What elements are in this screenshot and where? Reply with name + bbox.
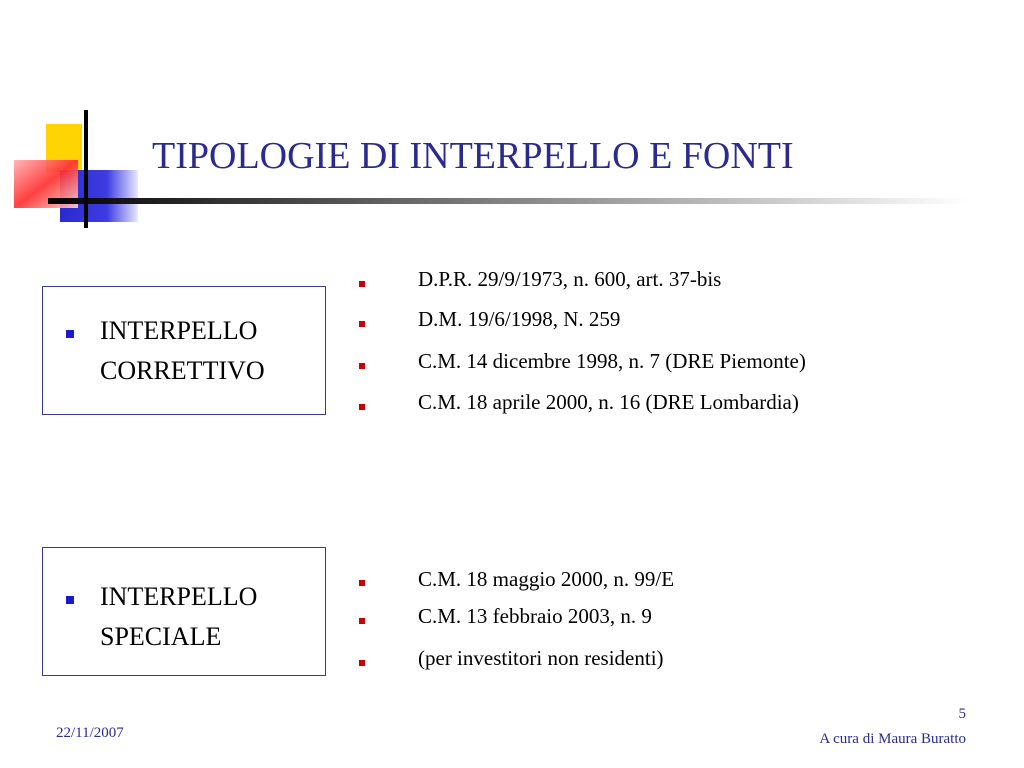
ref-bullet <box>359 404 365 410</box>
footer-page-number: 5 <box>958 706 966 722</box>
slide-title: TIPOLOGIE DI INTERPELLO E FONTI <box>152 135 794 177</box>
title-underline <box>48 198 968 204</box>
ref-item: C.M. 18 maggio 2000, n. 99/E <box>418 567 675 591</box>
ref-item: C.M. 18 aprile 2000, n. 16 (DRE Lombardia) <box>418 390 799 414</box>
ref-bullet <box>359 321 365 327</box>
ref-item: (per investitori non residenti) <box>418 646 664 670</box>
ref-bullet <box>359 660 365 666</box>
ref-item: C.M. 13 febbraio 2003, n. 9 <box>418 604 652 628</box>
section-box-speciale <box>42 547 326 676</box>
ref-item: C.M. 14 dicembre 1998, n. 7 (DRE Piemonte) <box>418 349 806 373</box>
box-text-line-2: CORRETTIVO <box>100 356 265 385</box>
ref-item: D.P.R. 29/9/1973, n. 600, art. 37-bis <box>418 267 722 291</box>
vertical-line <box>84 110 88 228</box>
box-bullet <box>66 596 74 604</box>
footer-date: 22/11/2007 <box>56 725 124 741</box>
ref-bullet <box>359 618 365 624</box>
box-bullet <box>66 330 74 338</box>
box-text-line-1: INTERPELLO <box>100 582 258 611</box>
box-text-line-2: SPECIALE <box>100 622 222 651</box>
section-box-correttivo <box>42 286 326 415</box>
slide-decoration-logo <box>0 0 1024 240</box>
ref-bullet <box>359 363 365 369</box>
box-text-line-1: INTERPELLO <box>100 316 258 345</box>
ref-bullet <box>359 281 365 287</box>
ref-bullet <box>359 580 365 586</box>
footer-author: A cura di Maura Buratto <box>819 731 966 747</box>
ref-item: D.M. 19/6/1998, N. 259 <box>418 307 621 331</box>
